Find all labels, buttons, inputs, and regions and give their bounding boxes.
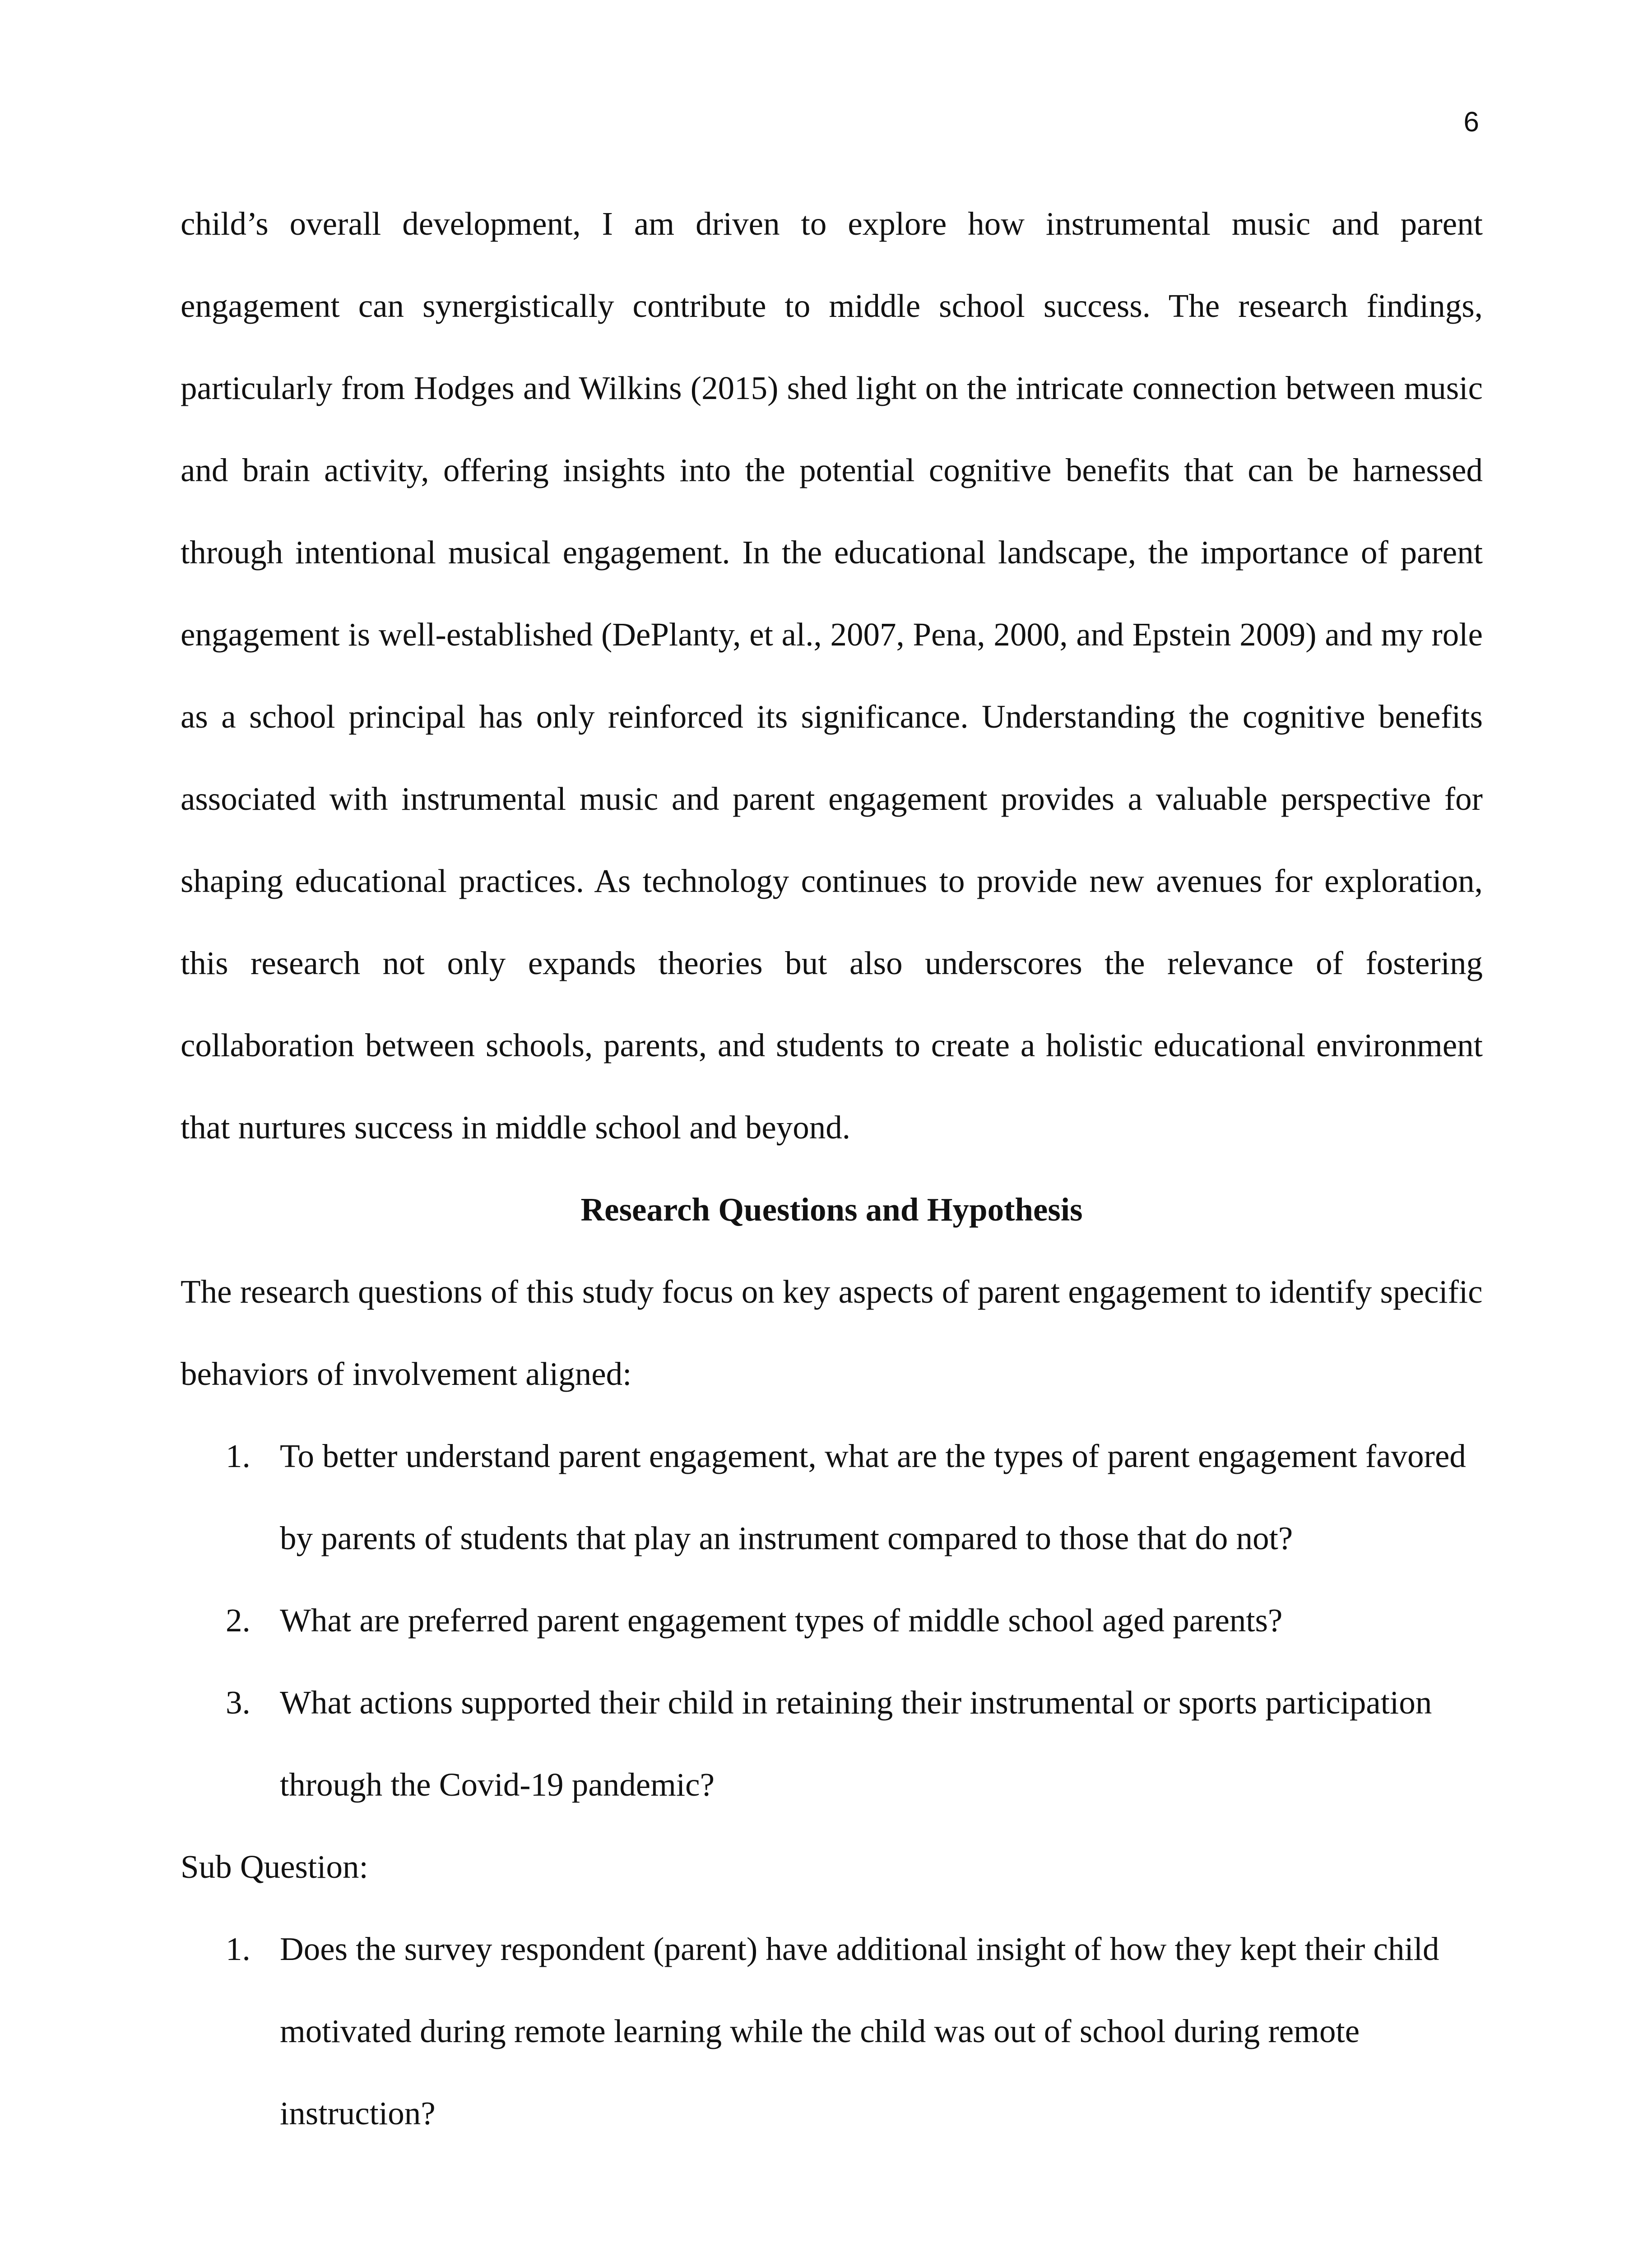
section-intro: The research questions of this study focus on key aspects of parent engagement to identify specific behaviors of involvement aligned: bbox=[181, 1273, 1483, 1392]
research-question-1: To better understand parent engagement, what are the types of parent engagement favored by parents of students that play an instrument compared to those that do not? bbox=[280, 1438, 1466, 1556]
list-number: 2. bbox=[226, 1602, 251, 1639]
sub-question-1: Does the survey respondent (parent) have additional insight of how they kept their child motivated during remote learning while the child was out of school during remote instruction? bbox=[280, 1931, 1439, 2132]
research-questions-list bbox=[181, 1415, 1483, 1826]
sub-question-label: Sub Question: bbox=[181, 1848, 368, 1885]
list-item bbox=[181, 1579, 1483, 1662]
page-number: 6 bbox=[1463, 107, 1479, 138]
research-question-3: What actions supported their child in retaining their instrumental or sports participation through the Covid-19 pandemic? bbox=[280, 1684, 1432, 1803]
research-question-2: What are preferred parent engagement types of middle school aged parents? bbox=[280, 1602, 1283, 1639]
section-heading: Research Questions and Hypothesis bbox=[580, 1191, 1083, 1228]
list-item bbox=[181, 1662, 1483, 1826]
intro-paragraph: child’s overall development, I am driven to explore how instrumental music and parent engagement can synergistically contribute to middle school success. The research findings, particularly from Hodges and Wilkins (2015) shed light on the intricate connection between music and brain activity, offering insights into the potential cognitive benefits that can be harnessed through intentional musical engagement. In the educational landscape, the importance of parent engagement is well-established (DePlanty, et al., 2007, Pena, 2000, and Epstein 2009) and my role as a school principal has only reinforced its significance. Understanding the cognitive benefits associated with instrumental music and parent engagement provides a valuable perspective for shaping educational practices. As technology continues to provide new avenues for exploration, this research not only expands theories but also underscores the relevance of fostering collaboration between schools, parents, and students to create a holistic educational environment that nurtures success in middle school and beyond. bbox=[181, 205, 1483, 1146]
list-number: 3. bbox=[226, 1684, 251, 1721]
list-item bbox=[181, 1908, 1483, 2155]
body-text bbox=[181, 183, 1483, 2155]
sub-questions-list bbox=[181, 1908, 1483, 2155]
list-number: 1. bbox=[226, 1931, 251, 1967]
list-item bbox=[181, 1415, 1483, 1579]
list-number: 1. bbox=[226, 1438, 251, 1474]
